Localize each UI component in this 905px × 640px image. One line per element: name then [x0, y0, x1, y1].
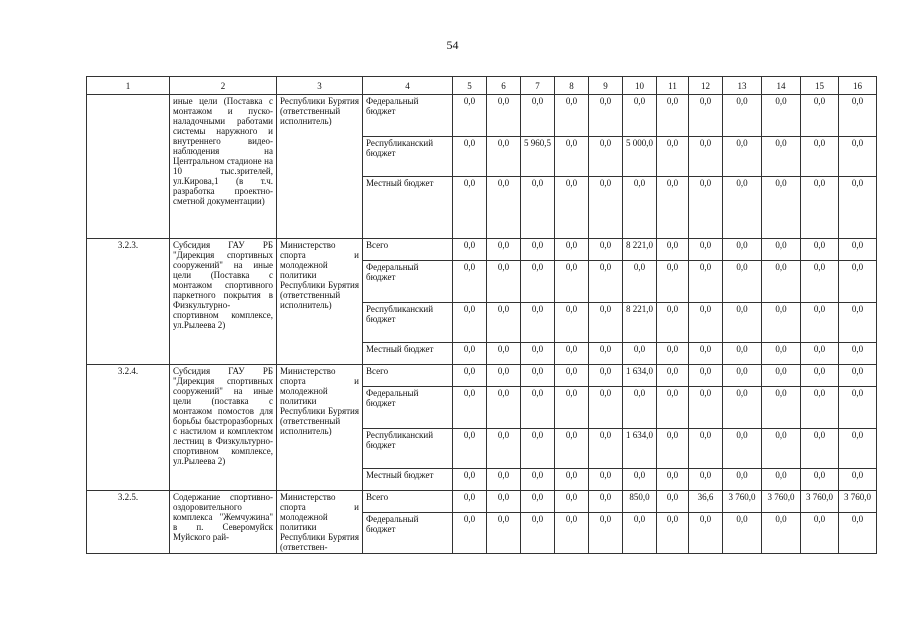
- value-cell: 0,0: [521, 177, 555, 239]
- value-cell: 0,0: [453, 469, 487, 491]
- value-cell: 0,0: [801, 177, 839, 239]
- value-cell: 0,0: [723, 137, 762, 177]
- value-cell: 0,0: [657, 387, 689, 429]
- value-cell: 0,0: [689, 137, 723, 177]
- value-cell: 0,0: [453, 177, 487, 239]
- funding-source-cell: Федеральный бюджет: [363, 261, 453, 303]
- value-cell: 0,0: [657, 491, 689, 513]
- code-cell: 3.2.3.: [87, 239, 170, 365]
- value-cell: 0,0: [801, 469, 839, 491]
- value-cell: 0,0: [521, 387, 555, 429]
- value-cell: 0,0: [801, 303, 839, 343]
- value-cell: 0,0: [555, 95, 589, 137]
- table-body: [87, 95, 877, 554]
- value-cell: 0,0: [623, 95, 657, 137]
- value-cell: 0,0: [762, 469, 801, 491]
- value-cell: 0,0: [555, 387, 589, 429]
- value-cell: 0,0: [801, 261, 839, 303]
- value-cell: 0,0: [487, 429, 521, 469]
- value-cell: 0,0: [657, 137, 689, 177]
- value-cell: 0,0: [801, 387, 839, 429]
- value-cell: 0,0: [589, 491, 623, 513]
- value-cell: 0,0: [657, 95, 689, 137]
- value-cell: 0,0: [723, 429, 762, 469]
- value-cell: 0,0: [839, 387, 877, 429]
- name-cell: Субсидия ГАУ РБ "Дирекция спортивных сооружений" на иные цели (поставка с монтажом помостов для борьбы быстроразборных с настилом и комплектом лестниц в Физкультурно-спортивном комплексе, ул.Рылеева 2): [170, 365, 277, 491]
- value-cell: 3 760,0: [762, 491, 801, 513]
- header-row: [87, 77, 877, 95]
- value-cell: 0,0: [689, 513, 723, 554]
- value-cell: 0,0: [839, 343, 877, 365]
- value-cell: 0,0: [623, 469, 657, 491]
- table-row: [87, 239, 877, 261]
- value-cell: 0,0: [839, 95, 877, 137]
- value-cell: 1 634,0: [623, 429, 657, 469]
- value-cell: 0,0: [839, 303, 877, 343]
- value-cell: 0,0: [801, 95, 839, 137]
- header-cell: 8: [555, 77, 589, 95]
- value-cell: 0,0: [589, 95, 623, 137]
- value-cell: 0,0: [555, 303, 589, 343]
- value-cell: 8 221,0: [623, 303, 657, 343]
- value-cell: 0,0: [689, 95, 723, 137]
- value-cell: 0,0: [521, 303, 555, 343]
- header-cell: 16: [839, 77, 877, 95]
- value-cell: 0,0: [657, 343, 689, 365]
- value-cell: 0,0: [623, 261, 657, 303]
- executor-cell: Министерство спорта и молодежной политики Республики Бурятия (ответственный исполнитель): [277, 365, 363, 491]
- value-cell: 0,0: [801, 239, 839, 261]
- budget-table: [86, 76, 877, 554]
- value-cell: 0,0: [487, 513, 521, 554]
- value-cell: 0,0: [555, 513, 589, 554]
- value-cell: 0,0: [762, 387, 801, 429]
- value-cell: 0,0: [453, 239, 487, 261]
- value-cell: 0,0: [521, 365, 555, 387]
- value-cell: 0,0: [723, 303, 762, 343]
- value-cell: 0,0: [521, 95, 555, 137]
- value-cell: 0,0: [555, 491, 589, 513]
- value-cell: 5 960,5: [521, 137, 555, 177]
- value-cell: 3 760,0: [839, 491, 877, 513]
- value-cell: 0,0: [801, 429, 839, 469]
- funding-source-cell: Всего: [363, 365, 453, 387]
- value-cell: 850,0: [623, 491, 657, 513]
- value-cell: 0,0: [657, 303, 689, 343]
- value-cell: 0,0: [555, 261, 589, 303]
- value-cell: 0,0: [487, 137, 521, 177]
- value-cell: 0,0: [839, 429, 877, 469]
- value-cell: 0,0: [839, 239, 877, 261]
- funding-source-cell: Федеральный бюджет: [363, 95, 453, 137]
- value-cell: 0,0: [801, 365, 839, 387]
- value-cell: 0,0: [657, 261, 689, 303]
- header-cell: 14: [762, 77, 801, 95]
- table-row: [87, 491, 877, 513]
- value-cell: 0,0: [521, 513, 555, 554]
- value-cell: 0,0: [723, 95, 762, 137]
- value-cell: 0,0: [487, 365, 521, 387]
- value-cell: 0,0: [589, 177, 623, 239]
- executor-cell: Республики Бурятия (ответственный исполнитель): [277, 95, 363, 239]
- header-cell: 5: [453, 77, 487, 95]
- value-cell: 0,0: [589, 429, 623, 469]
- value-cell: 0,0: [589, 469, 623, 491]
- value-cell: 0,0: [623, 177, 657, 239]
- header-cell: 3: [277, 77, 363, 95]
- value-cell: 0,0: [521, 429, 555, 469]
- value-cell: 0,0: [453, 303, 487, 343]
- value-cell: 0,0: [589, 261, 623, 303]
- value-cell: 0,0: [762, 137, 801, 177]
- header-cell: 11: [657, 77, 689, 95]
- funding-source-cell: Всего: [363, 239, 453, 261]
- value-cell: 0,0: [453, 137, 487, 177]
- header-cell: 10: [623, 77, 657, 95]
- value-cell: 0,0: [689, 365, 723, 387]
- value-cell: 0,0: [453, 261, 487, 303]
- value-cell: 36,6: [689, 491, 723, 513]
- value-cell: 0,0: [723, 387, 762, 429]
- value-cell: 0,0: [723, 469, 762, 491]
- value-cell: 0,0: [723, 513, 762, 554]
- value-cell: 0,0: [762, 513, 801, 554]
- value-cell: 0,0: [689, 469, 723, 491]
- header-cell: 15: [801, 77, 839, 95]
- name-cell: Субсидия ГАУ РБ "Дирекция спортивных сооружений" на иные цели (Поставка с монтажом спортивного паркетного покрытия в Физкультурно-спортивном комплексе, ул.Рылеева 2): [170, 239, 277, 365]
- value-cell: 0,0: [487, 343, 521, 365]
- name-cell: Содержание спортивно-оздоровительного комплекса "Жемчужина" в п. Северомуйск Муйского рай-: [170, 491, 277, 554]
- value-cell: 0,0: [487, 261, 521, 303]
- value-cell: 0,0: [589, 387, 623, 429]
- value-cell: 0,0: [839, 177, 877, 239]
- funding-source-cell: Федеральный бюджет: [363, 387, 453, 429]
- value-cell: 0,0: [689, 429, 723, 469]
- executor-cell: Министерство спорта и молодежной политики Республики Бурятия (ответствен-: [277, 491, 363, 554]
- value-cell: 0,0: [521, 491, 555, 513]
- value-cell: 0,0: [487, 177, 521, 239]
- value-cell: 0,0: [555, 429, 589, 469]
- value-cell: 0,0: [657, 469, 689, 491]
- value-cell: 0,0: [839, 137, 877, 177]
- value-cell: 0,0: [453, 365, 487, 387]
- value-cell: 0,0: [589, 239, 623, 261]
- header-cell: 4: [363, 77, 453, 95]
- value-cell: 0,0: [839, 261, 877, 303]
- value-cell: 0,0: [801, 513, 839, 554]
- value-cell: 0,0: [487, 95, 521, 137]
- value-cell: 0,0: [689, 239, 723, 261]
- code-cell: 3.2.4.: [87, 365, 170, 491]
- value-cell: 0,0: [453, 491, 487, 513]
- value-cell: 0,0: [521, 343, 555, 365]
- value-cell: 0,0: [801, 137, 839, 177]
- value-cell: 0,0: [453, 343, 487, 365]
- funding-source-cell: Республиканский бюджет: [363, 137, 453, 177]
- value-cell: 0,0: [762, 303, 801, 343]
- value-cell: 0,0: [762, 343, 801, 365]
- value-cell: 0,0: [487, 303, 521, 343]
- header-cell: 12: [689, 77, 723, 95]
- value-cell: 3 760,0: [801, 491, 839, 513]
- header-cell: 7: [521, 77, 555, 95]
- code-cell: [87, 95, 170, 239]
- value-cell: 0,0: [839, 513, 877, 554]
- funding-source-cell: Республиканский бюджет: [363, 303, 453, 343]
- value-cell: 0,0: [839, 365, 877, 387]
- value-cell: 0,0: [589, 343, 623, 365]
- value-cell: 0,0: [555, 365, 589, 387]
- value-cell: 0,0: [555, 343, 589, 365]
- table-row: [87, 365, 877, 387]
- value-cell: 0,0: [689, 387, 723, 429]
- value-cell: 0,0: [453, 513, 487, 554]
- value-cell: 0,0: [723, 239, 762, 261]
- executor-cell: Министерство спорта и молодежной политики Республики Бурятия (ответственный исполнитель): [277, 239, 363, 365]
- funding-source-cell: Местный бюджет: [363, 469, 453, 491]
- value-cell: 0,0: [839, 469, 877, 491]
- value-cell: 0,0: [689, 261, 723, 303]
- value-cell: 0,0: [521, 261, 555, 303]
- value-cell: 0,0: [689, 303, 723, 343]
- value-cell: 0,0: [589, 137, 623, 177]
- value-cell: 3 760,0: [723, 491, 762, 513]
- value-cell: 0,0: [762, 177, 801, 239]
- header-cell: 9: [589, 77, 623, 95]
- header-cell: 2: [170, 77, 277, 95]
- value-cell: 0,0: [521, 469, 555, 491]
- value-cell: 0,0: [487, 469, 521, 491]
- value-cell: 0,0: [723, 261, 762, 303]
- value-cell: 0,0: [487, 239, 521, 261]
- value-cell: 0,0: [555, 469, 589, 491]
- value-cell: 0,0: [657, 177, 689, 239]
- value-cell: 0,0: [453, 429, 487, 469]
- value-cell: 0,0: [521, 239, 555, 261]
- value-cell: 0,0: [723, 177, 762, 239]
- value-cell: 0,0: [801, 343, 839, 365]
- code-cell: 3.2.5.: [87, 491, 170, 554]
- value-cell: 0,0: [762, 365, 801, 387]
- page-number: 54: [446, 38, 459, 52]
- value-cell: 5 000,0: [623, 137, 657, 177]
- funding-source-cell: Федеральный бюджет: [363, 513, 453, 554]
- table-row: [87, 95, 877, 137]
- header-cell: 1: [87, 77, 170, 95]
- funding-source-cell: Всего: [363, 491, 453, 513]
- value-cell: 0,0: [723, 343, 762, 365]
- value-cell: 0,0: [657, 365, 689, 387]
- funding-source-cell: Местный бюджет: [363, 343, 453, 365]
- value-cell: 0,0: [762, 429, 801, 469]
- value-cell: 0,0: [623, 387, 657, 429]
- value-cell: 0,0: [657, 513, 689, 554]
- value-cell: 0,0: [487, 491, 521, 513]
- value-cell: 1 634,0: [623, 365, 657, 387]
- value-cell: 0,0: [723, 365, 762, 387]
- value-cell: 0,0: [589, 365, 623, 387]
- value-cell: 0,0: [589, 303, 623, 343]
- value-cell: 0,0: [762, 261, 801, 303]
- value-cell: 0,0: [689, 343, 723, 365]
- value-cell: 0,0: [657, 239, 689, 261]
- value-cell: 0,0: [623, 343, 657, 365]
- value-cell: 0,0: [689, 177, 723, 239]
- value-cell: 0,0: [589, 513, 623, 554]
- value-cell: 8 221,0: [623, 239, 657, 261]
- value-cell: 0,0: [762, 239, 801, 261]
- value-cell: 0,0: [623, 513, 657, 554]
- funding-source-cell: Местный бюджет: [363, 177, 453, 239]
- header-cell: 13: [723, 77, 762, 95]
- value-cell: 0,0: [453, 95, 487, 137]
- value-cell: 0,0: [453, 387, 487, 429]
- header-cell: 6: [487, 77, 521, 95]
- value-cell: 0,0: [555, 177, 589, 239]
- name-cell: иные цели (Поставка с монтажом и пуско-наладочными работами системы наружного и внутреннего видео-наблюдения на Центральном стадионе на 10 тыс.зрителей, ул.Кирова,1 (в т.ч. разработка проектно-сметной документации): [170, 95, 277, 239]
- value-cell: 0,0: [555, 137, 589, 177]
- value-cell: 0,0: [657, 429, 689, 469]
- value-cell: 0,0: [487, 387, 521, 429]
- funding-source-cell: Республиканский бюджет: [363, 429, 453, 469]
- value-cell: 0,0: [762, 95, 801, 137]
- value-cell: 0,0: [555, 239, 589, 261]
